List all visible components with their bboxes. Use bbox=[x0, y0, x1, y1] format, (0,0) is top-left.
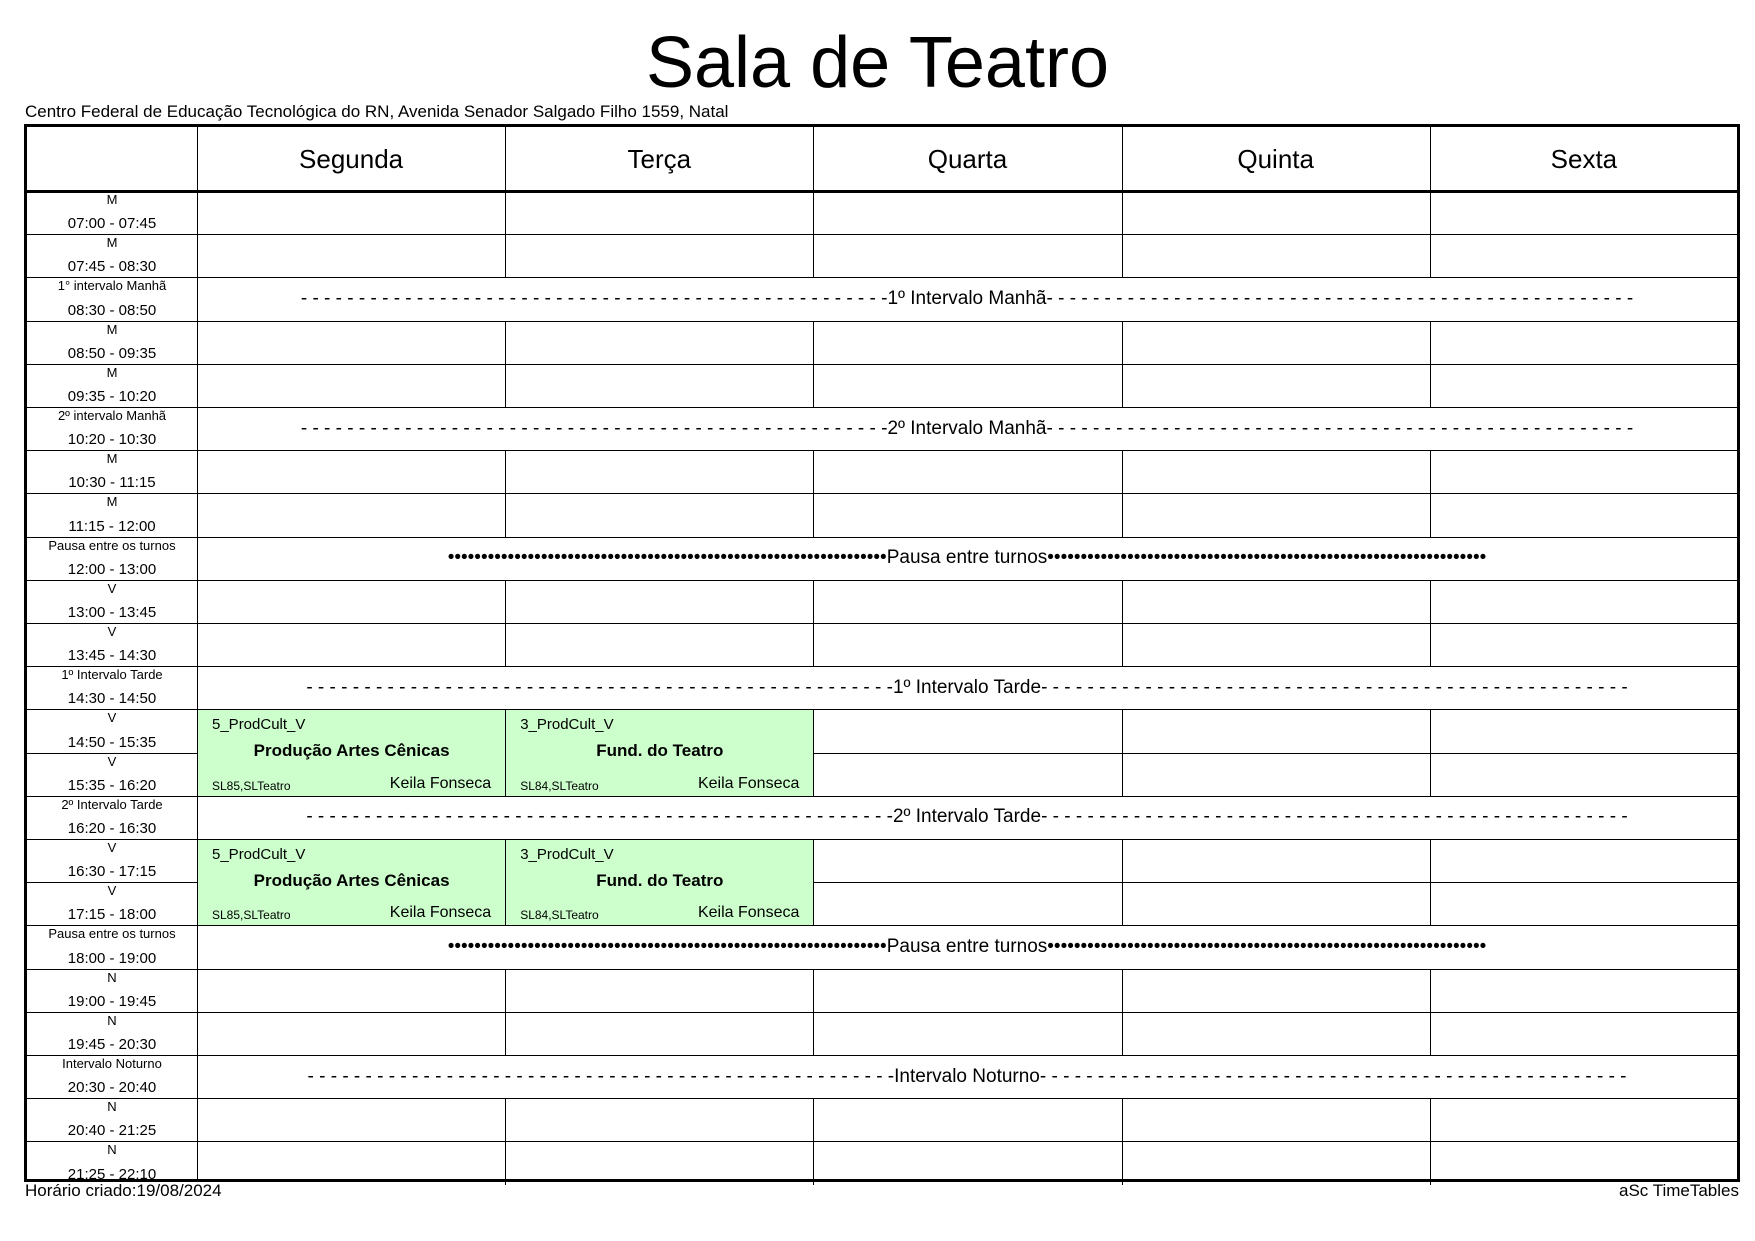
cell-divider bbox=[813, 1098, 814, 1141]
day-header-divider bbox=[813, 127, 814, 191]
day-header-divider bbox=[1430, 127, 1431, 191]
created-date: Horário criado:19/08/2024 bbox=[25, 1181, 222, 1200]
period-label: V bbox=[107, 840, 117, 855]
period-time: 07:00 - 07:45 bbox=[67, 215, 157, 233]
lesson-subject: Produção Artes Cênicas bbox=[253, 871, 450, 890]
break-filler: •••••••••••••••••••••••••••••••••••••••••••••••••••••••••••••••••• bbox=[1047, 547, 1487, 569]
cell-divider bbox=[1430, 493, 1431, 536]
period-label: Pausa entre os turnos bbox=[48, 926, 176, 942]
day-header: Quinta bbox=[1237, 143, 1314, 174]
break-filler: - - - - - - - - - - - - - - - - - - - - - - - - - - - - - - - - - - - - - - - - - - - - - - - - - - - bbox=[1039, 1065, 1627, 1087]
break-filler: - - - - - - - - - - - - - - - - - - - - - - - - - - - - - - - - - - - - - - - - - - - - - - - - - - - bbox=[1041, 676, 1628, 698]
row-divider bbox=[27, 969, 1737, 970]
period-cell bbox=[27, 1141, 197, 1184]
period-cell bbox=[27, 277, 197, 320]
row-divider bbox=[27, 493, 1737, 494]
cell-divider bbox=[1430, 191, 1431, 234]
day-header: Terça bbox=[627, 143, 692, 174]
break-filler: - - - - - - - - - - - - - - - - - - - - - - - - - - - - - - - - - - - - - - - - - - - - - - - - - - - bbox=[1046, 417, 1634, 439]
lesson-card[interactable] bbox=[506, 710, 814, 796]
cell-divider bbox=[1122, 709, 1123, 752]
period-cell bbox=[27, 407, 197, 450]
cell-divider bbox=[813, 493, 814, 536]
period-time: 18:00 - 19:00 bbox=[67, 949, 157, 967]
break-filler: •••••••••••••••••••••••••••••••••••••••••••••••••••••••••••••••••• bbox=[447, 547, 887, 569]
cell-divider bbox=[1430, 450, 1431, 493]
lesson-teacher: Keila Fonseca bbox=[697, 904, 800, 922]
period-time: 19:45 - 20:30 bbox=[67, 1035, 157, 1053]
cell-divider bbox=[813, 580, 814, 623]
period-time: 14:50 - 15:35 bbox=[67, 733, 157, 751]
page-title: Sala de Teatro bbox=[645, 23, 1109, 103]
period-cell bbox=[27, 839, 197, 882]
period-time: 20:40 - 21:25 bbox=[67, 1122, 157, 1140]
period-label: M bbox=[106, 494, 118, 510]
break-label: Pausa entre turnos bbox=[886, 547, 1048, 569]
cell-divider bbox=[813, 364, 814, 407]
cell-divider bbox=[1122, 450, 1123, 493]
row-divider bbox=[27, 364, 1737, 365]
lesson-teacher: Keila Fonseca bbox=[389, 904, 492, 922]
period-label: M bbox=[106, 321, 118, 337]
cell-divider bbox=[813, 1012, 814, 1055]
lesson-room: SL84,SLTeatro bbox=[520, 908, 599, 923]
break-label: 2º Intervalo Tarde bbox=[892, 806, 1042, 828]
cell-divider bbox=[813, 191, 814, 234]
break-label: 2º Intervalo Manhã bbox=[887, 417, 1047, 439]
period-label: M bbox=[106, 235, 118, 251]
day-header-divider bbox=[505, 127, 506, 191]
cell-divider bbox=[1430, 1141, 1431, 1184]
cell-divider bbox=[1430, 1012, 1431, 1055]
cell-divider bbox=[505, 580, 506, 623]
lesson-class: 5_ProdCult_V bbox=[212, 846, 306, 863]
period-cell bbox=[27, 796, 197, 839]
lesson-room: SL85,SLTeatro bbox=[212, 778, 291, 793]
cell-divider bbox=[813, 623, 814, 666]
cell-divider bbox=[1122, 882, 1123, 925]
period-cell bbox=[27, 882, 197, 925]
cell-divider bbox=[1122, 1098, 1123, 1141]
day-header: Quarta bbox=[927, 143, 1008, 174]
break-filler: - - - - - - - - - - - - - - - - - - - - - - - - - - - - - - - - - - - - - - - - - - - - - - - - - - - bbox=[1046, 287, 1634, 309]
lesson-class: 3_ProdCult_V bbox=[520, 846, 614, 863]
break-filler: - - - - - - - - - - - - - - - - - - - - - - - - - - - - - - - - - - - - - - - - - - - - - - - - - - - bbox=[306, 806, 893, 828]
period-label: 1º Intervalo Tarde bbox=[61, 667, 163, 683]
cell-divider bbox=[1430, 969, 1431, 1012]
cell-divider bbox=[505, 191, 506, 234]
cell-divider bbox=[1430, 234, 1431, 277]
cell-divider bbox=[1430, 753, 1431, 796]
cell-divider bbox=[1122, 493, 1123, 536]
period-cell bbox=[27, 580, 197, 623]
period-time: 10:30 - 11:15 bbox=[68, 474, 156, 492]
cell-divider bbox=[505, 364, 506, 407]
cell-divider bbox=[505, 1012, 506, 1055]
period-label: 1° intervalo Manhã bbox=[57, 278, 167, 294]
period-label: V bbox=[107, 883, 117, 899]
cell-divider bbox=[813, 969, 814, 1012]
period-time: 21:25 - 22:10 bbox=[67, 1165, 157, 1183]
period-cell bbox=[27, 234, 197, 277]
period-time: 12:00 - 13:00 bbox=[67, 560, 157, 578]
period-time: 16:20 - 16:30 bbox=[67, 819, 157, 837]
lesson-card[interactable] bbox=[506, 840, 814, 926]
cell-divider bbox=[505, 450, 506, 493]
cell-divider bbox=[505, 623, 506, 666]
break-banner bbox=[197, 537, 1737, 580]
row-divider bbox=[27, 450, 1737, 451]
cell-divider bbox=[1122, 321, 1123, 364]
period-time: 08:50 - 09:35 bbox=[67, 344, 157, 362]
row-divider bbox=[27, 1098, 1737, 1099]
break-banner bbox=[197, 796, 1737, 839]
period-time: 20:30 - 20:40 bbox=[67, 1079, 157, 1097]
period-label: V bbox=[107, 710, 117, 726]
break-label: Intervalo Noturno bbox=[894, 1065, 1040, 1087]
cell-divider bbox=[1430, 321, 1431, 364]
break-banner bbox=[197, 1055, 1737, 1098]
lesson-card[interactable] bbox=[198, 840, 506, 926]
period-time: 14:30 - 14:50 bbox=[67, 690, 157, 708]
cell-divider bbox=[505, 1141, 506, 1184]
lesson-class: 5_ProdCult_V bbox=[212, 716, 306, 734]
break-filler: - - - - - - - - - - - - - - - - - - - - - - - - - - - - - - - - - - - - - - - - - - - - - - - - - - - bbox=[307, 1065, 895, 1087]
period-cell bbox=[27, 1012, 197, 1055]
cell-divider bbox=[1122, 234, 1123, 277]
cell-divider bbox=[1122, 580, 1123, 623]
break-filler: - - - - - - - - - - - - - - - - - - - - - - - - - - - - - - - - - - - - - - - - - - - - - - - - - - - bbox=[300, 417, 888, 439]
cell-divider bbox=[505, 234, 506, 277]
cell-divider bbox=[1122, 839, 1123, 882]
period-cell bbox=[27, 709, 197, 752]
cell-divider bbox=[1122, 191, 1123, 234]
period-cell bbox=[27, 753, 197, 796]
break-filler: - - - - - - - - - - - - - - - - - - - - - - - - - - - - - - - - - - - - - - - - - - - - - - - - - - - bbox=[306, 676, 893, 698]
cell-divider bbox=[505, 493, 506, 536]
lesson-subject: Fund. do Teatro bbox=[596, 871, 724, 890]
period-label: V bbox=[107, 624, 117, 639]
break-filler: •••••••••••••••••••••••••••••••••••••••••••••••••••••••••••••••••• bbox=[447, 935, 887, 957]
break-filler: - - - - - - - - - - - - - - - - - - - - - - - - - - - - - - - - - - - - - - - - - - - - - - - - - - - bbox=[300, 287, 888, 309]
break-label: 1º Intervalo Manhã bbox=[887, 287, 1047, 309]
cell-divider bbox=[813, 321, 814, 364]
period-label: M bbox=[106, 192, 118, 207]
cell-divider bbox=[1430, 623, 1431, 666]
period-label: N bbox=[107, 1142, 117, 1158]
cell-divider bbox=[813, 450, 814, 493]
period-time: 11:15 - 12:00 bbox=[68, 517, 156, 535]
cell-divider bbox=[505, 1098, 506, 1141]
row-divider bbox=[27, 623, 1737, 624]
break-label: 1º Intervalo Tarde bbox=[892, 676, 1042, 698]
period-cell bbox=[27, 969, 197, 1012]
period-cell bbox=[27, 191, 197, 234]
period-cell bbox=[27, 1055, 197, 1098]
period-label: V bbox=[107, 753, 117, 769]
break-label: Pausa entre turnos bbox=[886, 935, 1048, 957]
period-time: 17:15 - 18:00 bbox=[67, 906, 157, 924]
cell-divider bbox=[1122, 623, 1123, 666]
cell-divider bbox=[1430, 1098, 1431, 1141]
cell-divider bbox=[1122, 364, 1123, 407]
cell-divider bbox=[1430, 839, 1431, 882]
period-label: Pausa entre os turnos bbox=[48, 537, 176, 553]
school-address: Centro Federal de Educação Tecnológica do RN, Avenida Senador Salgado Filho 1559, Natal bbox=[25, 102, 729, 121]
lesson-room: SL85,SLTeatro bbox=[212, 908, 291, 923]
cell-divider bbox=[1122, 969, 1123, 1012]
cell-divider bbox=[505, 969, 506, 1012]
period-label: N bbox=[107, 1012, 117, 1028]
period-label: V bbox=[107, 580, 117, 596]
header-divider bbox=[27, 190, 1737, 193]
cell-divider bbox=[505, 321, 506, 364]
period-time: 08:30 - 08:50 bbox=[67, 301, 157, 319]
row-divider bbox=[27, 321, 1737, 322]
cell-divider bbox=[1122, 1012, 1123, 1055]
break-banner bbox=[197, 407, 1737, 450]
period-cell bbox=[27, 623, 197, 666]
lesson-subject: Fund. do Teatro bbox=[596, 741, 724, 761]
cell-divider bbox=[813, 1141, 814, 1184]
period-cell bbox=[27, 321, 197, 364]
day-header-divider bbox=[1122, 127, 1123, 191]
period-label: 2º Intervalo Tarde bbox=[61, 796, 163, 812]
period-label: 2º intervalo Manhã bbox=[57, 408, 167, 423]
cell-divider bbox=[1122, 1141, 1123, 1184]
timetable-grid bbox=[24, 124, 1740, 1182]
lesson-subject: Produção Artes Cênicas bbox=[253, 741, 450, 761]
period-time: 07:45 - 08:30 bbox=[67, 258, 157, 276]
period-label: N bbox=[107, 969, 117, 985]
period-time: 19:00 - 19:45 bbox=[67, 992, 157, 1010]
period-time: 13:45 - 14:30 bbox=[67, 647, 157, 665]
period-cell bbox=[27, 1098, 197, 1141]
row-divider bbox=[27, 1141, 1737, 1142]
cell-divider bbox=[1430, 580, 1431, 623]
break-filler: •••••••••••••••••••••••••••••••••••••••••••••••••••••••••••••••••• bbox=[1047, 935, 1487, 957]
row-divider bbox=[27, 234, 1737, 235]
lesson-class: 3_ProdCult_V bbox=[520, 716, 614, 734]
day-header: Sexta bbox=[1550, 143, 1618, 174]
period-time: 13:00 - 13:45 bbox=[67, 603, 157, 621]
period-cell bbox=[27, 666, 197, 709]
period-time: 16:30 - 17:15 bbox=[67, 863, 157, 881]
period-time: 15:35 - 16:20 bbox=[67, 776, 157, 794]
day-header: Segunda bbox=[299, 143, 404, 174]
cell-divider bbox=[813, 234, 814, 277]
period-label: M bbox=[106, 364, 118, 380]
period-time: 09:35 - 10:20 bbox=[67, 387, 157, 405]
period-cell bbox=[27, 537, 197, 580]
break-banner bbox=[197, 277, 1737, 320]
period-cell bbox=[27, 364, 197, 407]
period-label: Intervalo Noturno bbox=[62, 1056, 162, 1071]
software-credit: aSc TimeTables bbox=[1619, 1181, 1739, 1200]
period-cell bbox=[27, 925, 197, 968]
period-time: 10:20 - 10:30 bbox=[67, 431, 157, 449]
break-banner bbox=[197, 925, 1737, 968]
cell-divider bbox=[1122, 753, 1123, 796]
row-divider bbox=[27, 580, 1737, 581]
period-cell bbox=[27, 450, 197, 493]
lesson-card[interactable] bbox=[198, 710, 506, 796]
period-label: N bbox=[107, 1099, 117, 1115]
lesson-room: SL84,SLTeatro bbox=[520, 778, 599, 793]
break-filler: - - - - - - - - - - - - - - - - - - - - - - - - - - - - - - - - - - - - - - - - - - - - - - - - - - - bbox=[1041, 806, 1628, 828]
cell-divider bbox=[1430, 882, 1431, 925]
lesson-teacher: Keila Fonseca bbox=[389, 774, 492, 792]
break-banner bbox=[197, 666, 1737, 709]
period-cell bbox=[27, 493, 197, 536]
period-label: M bbox=[106, 451, 118, 467]
row-divider bbox=[27, 1012, 1737, 1013]
lesson-teacher: Keila Fonseca bbox=[697, 774, 800, 792]
cell-divider bbox=[1430, 364, 1431, 407]
cell-divider bbox=[1430, 709, 1431, 752]
